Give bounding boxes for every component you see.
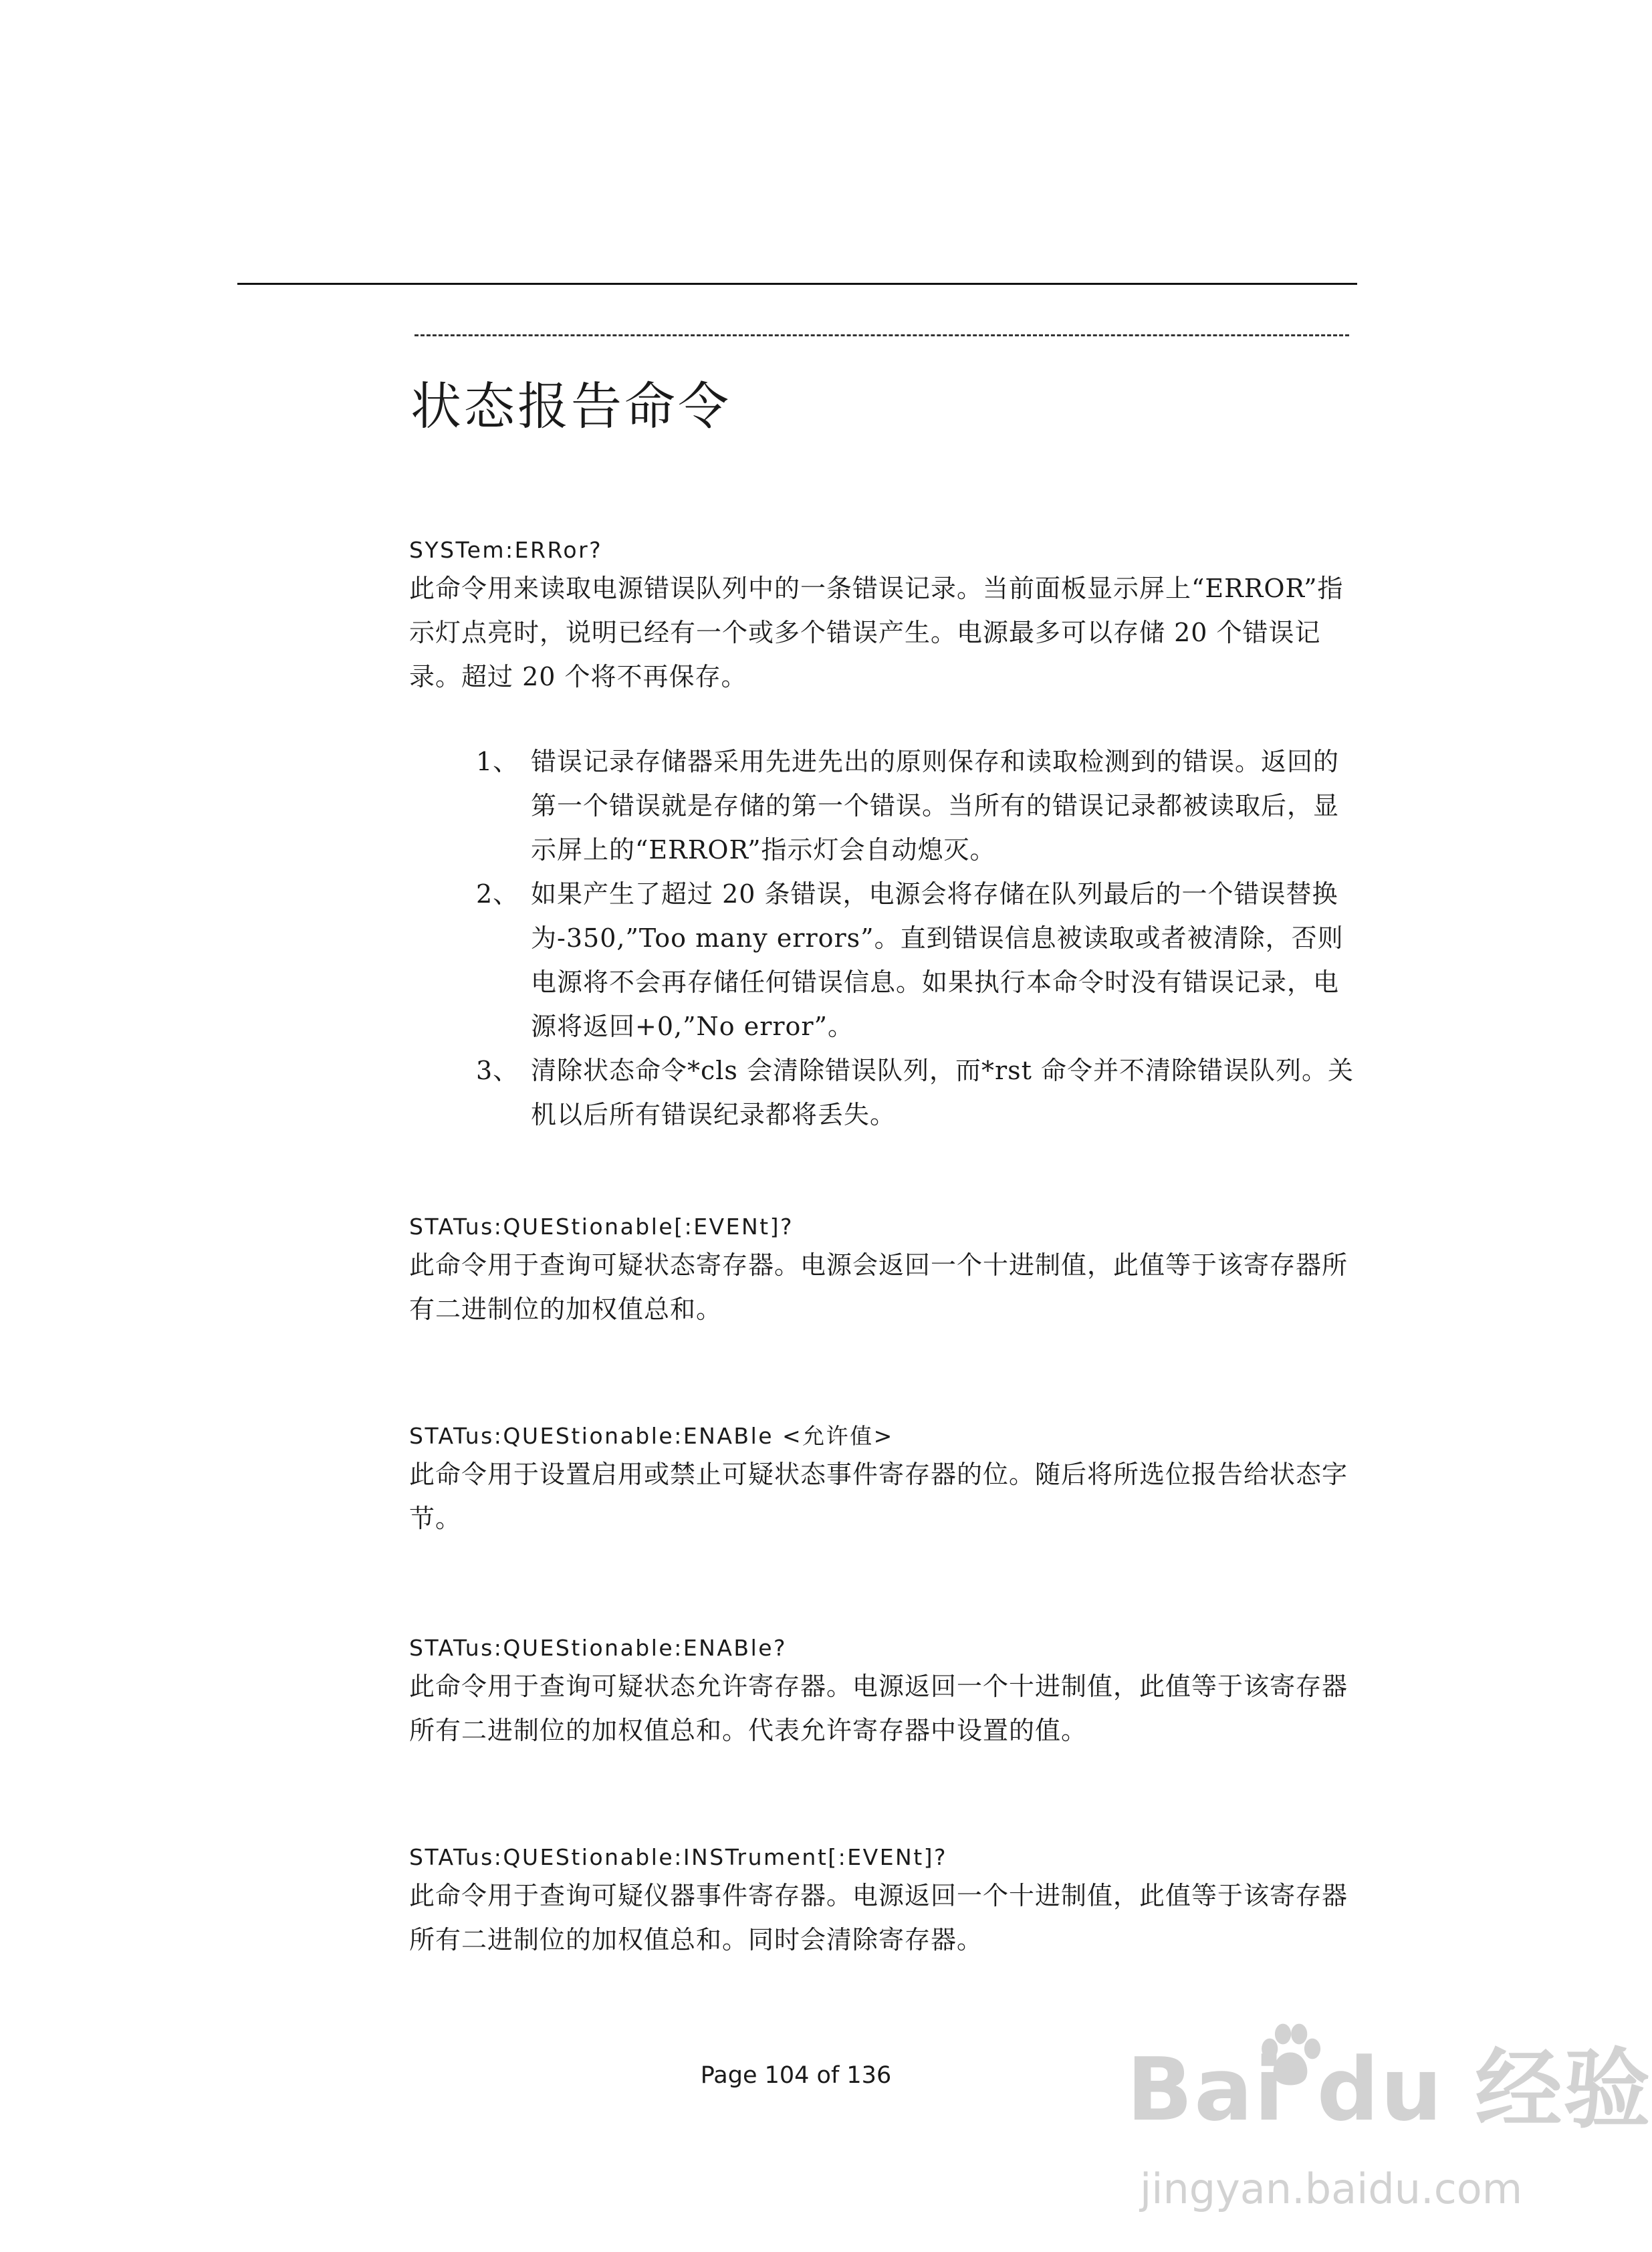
section-questionable-event: [409, 1211, 1359, 1331]
page-title: 状态报告命令: [410, 376, 731, 436]
page-number: Page 104 of 136: [700, 2062, 892, 2089]
baidu-jingyan-watermark: [1127, 2019, 1652, 2240]
header-rule: [237, 283, 1357, 285]
list-item: [476, 740, 1359, 872]
list-item: [476, 1048, 1359, 1137]
command-description: 此命令用于查询可疑状态寄存器。电源会返回一个十进制值，此值等于该寄存器所有二进制位的加权值总和。: [409, 1250, 1348, 1324]
list-item-text: 如果产生了超过 20 条错误，电源会将存储在队列最后的一个错误替换为-350,”Too many errors”。直到错误信息被读取或者被清除，否则电源将不会再存储任何错误信息。如果执行本命令时没有错误记录，电源将返回+0,”No error”。: [531, 879, 1344, 1041]
command-description: 此命令用于查询可疑仪器事件寄存器。电源返回一个十进制值，此值等于该寄存器所有二进制位的加权值总和。同时会清除寄存器。: [409, 1881, 1348, 1954]
watermark-logo: Bai du 经验: [1127, 2039, 1652, 2140]
list-item-text: 清除状态命令*cls 会清除错误队列，而*rst 命令并不清除错误队列。关机以后所有错误纪录都将丢失。: [531, 1056, 1354, 1129]
command-syntax: SYSTem:ERRor?: [409, 537, 603, 563]
list-item: [476, 872, 1359, 1048]
section-questionable-enable-query: [409, 1632, 1359, 1753]
watermark-url: jingyan.baidu.com: [1140, 2164, 1523, 2213]
section-questionable-enable-set: [409, 1420, 1359, 1541]
command-description: 此命令用来读取电源错误队列中的一条错误记录。当前面板显示屏上“ERROR”指示灯点亮时，说明已经有一个或多个错误产生。电源最多可以存储 20 个错误记录。超过 20 个将不再保存。: [409, 574, 1344, 691]
error-notes-list: [476, 740, 1359, 1137]
command-syntax: STATus:QUEStionable:INSTrument[:EVENt]?: [409, 1844, 948, 1870]
list-item-number: 3、: [476, 1056, 519, 1085]
list-item-number: 1、: [476, 747, 519, 776]
command-syntax: STATus:QUEStionable:ENABle <允许值>: [409, 1423, 894, 1449]
dashed-divider: [415, 334, 1349, 336]
section-questionable-instrument: [409, 1841, 1359, 1962]
command-syntax: STATus:QUEStionable[:EVENt]?: [409, 1214, 794, 1240]
list-item-number: 2、: [476, 879, 519, 909]
command-description: 此命令用于查询可疑状态允许寄存器。电源返回一个十进制值，此值等于该寄存器所有二进制位的加权值总和。代表允许寄存器中设置的值。: [409, 1672, 1348, 1745]
list-item-text: 错误记录存储器采用先进先出的原则保存和读取检测到的错误。返回的第一个错误就是存储的第一个错误。当所有的错误记录都被读取后，显示屏上的“ERROR”指示灯会自动熄灭。: [531, 747, 1340, 865]
section-system-error: [409, 534, 1359, 699]
command-syntax: STATus:QUEStionable:ENABle?: [409, 1635, 788, 1661]
command-description: 此命令用于设置启用或禁止可疑状态事件寄存器的位。随后将所选位报告给状态字节。: [409, 1460, 1348, 1533]
